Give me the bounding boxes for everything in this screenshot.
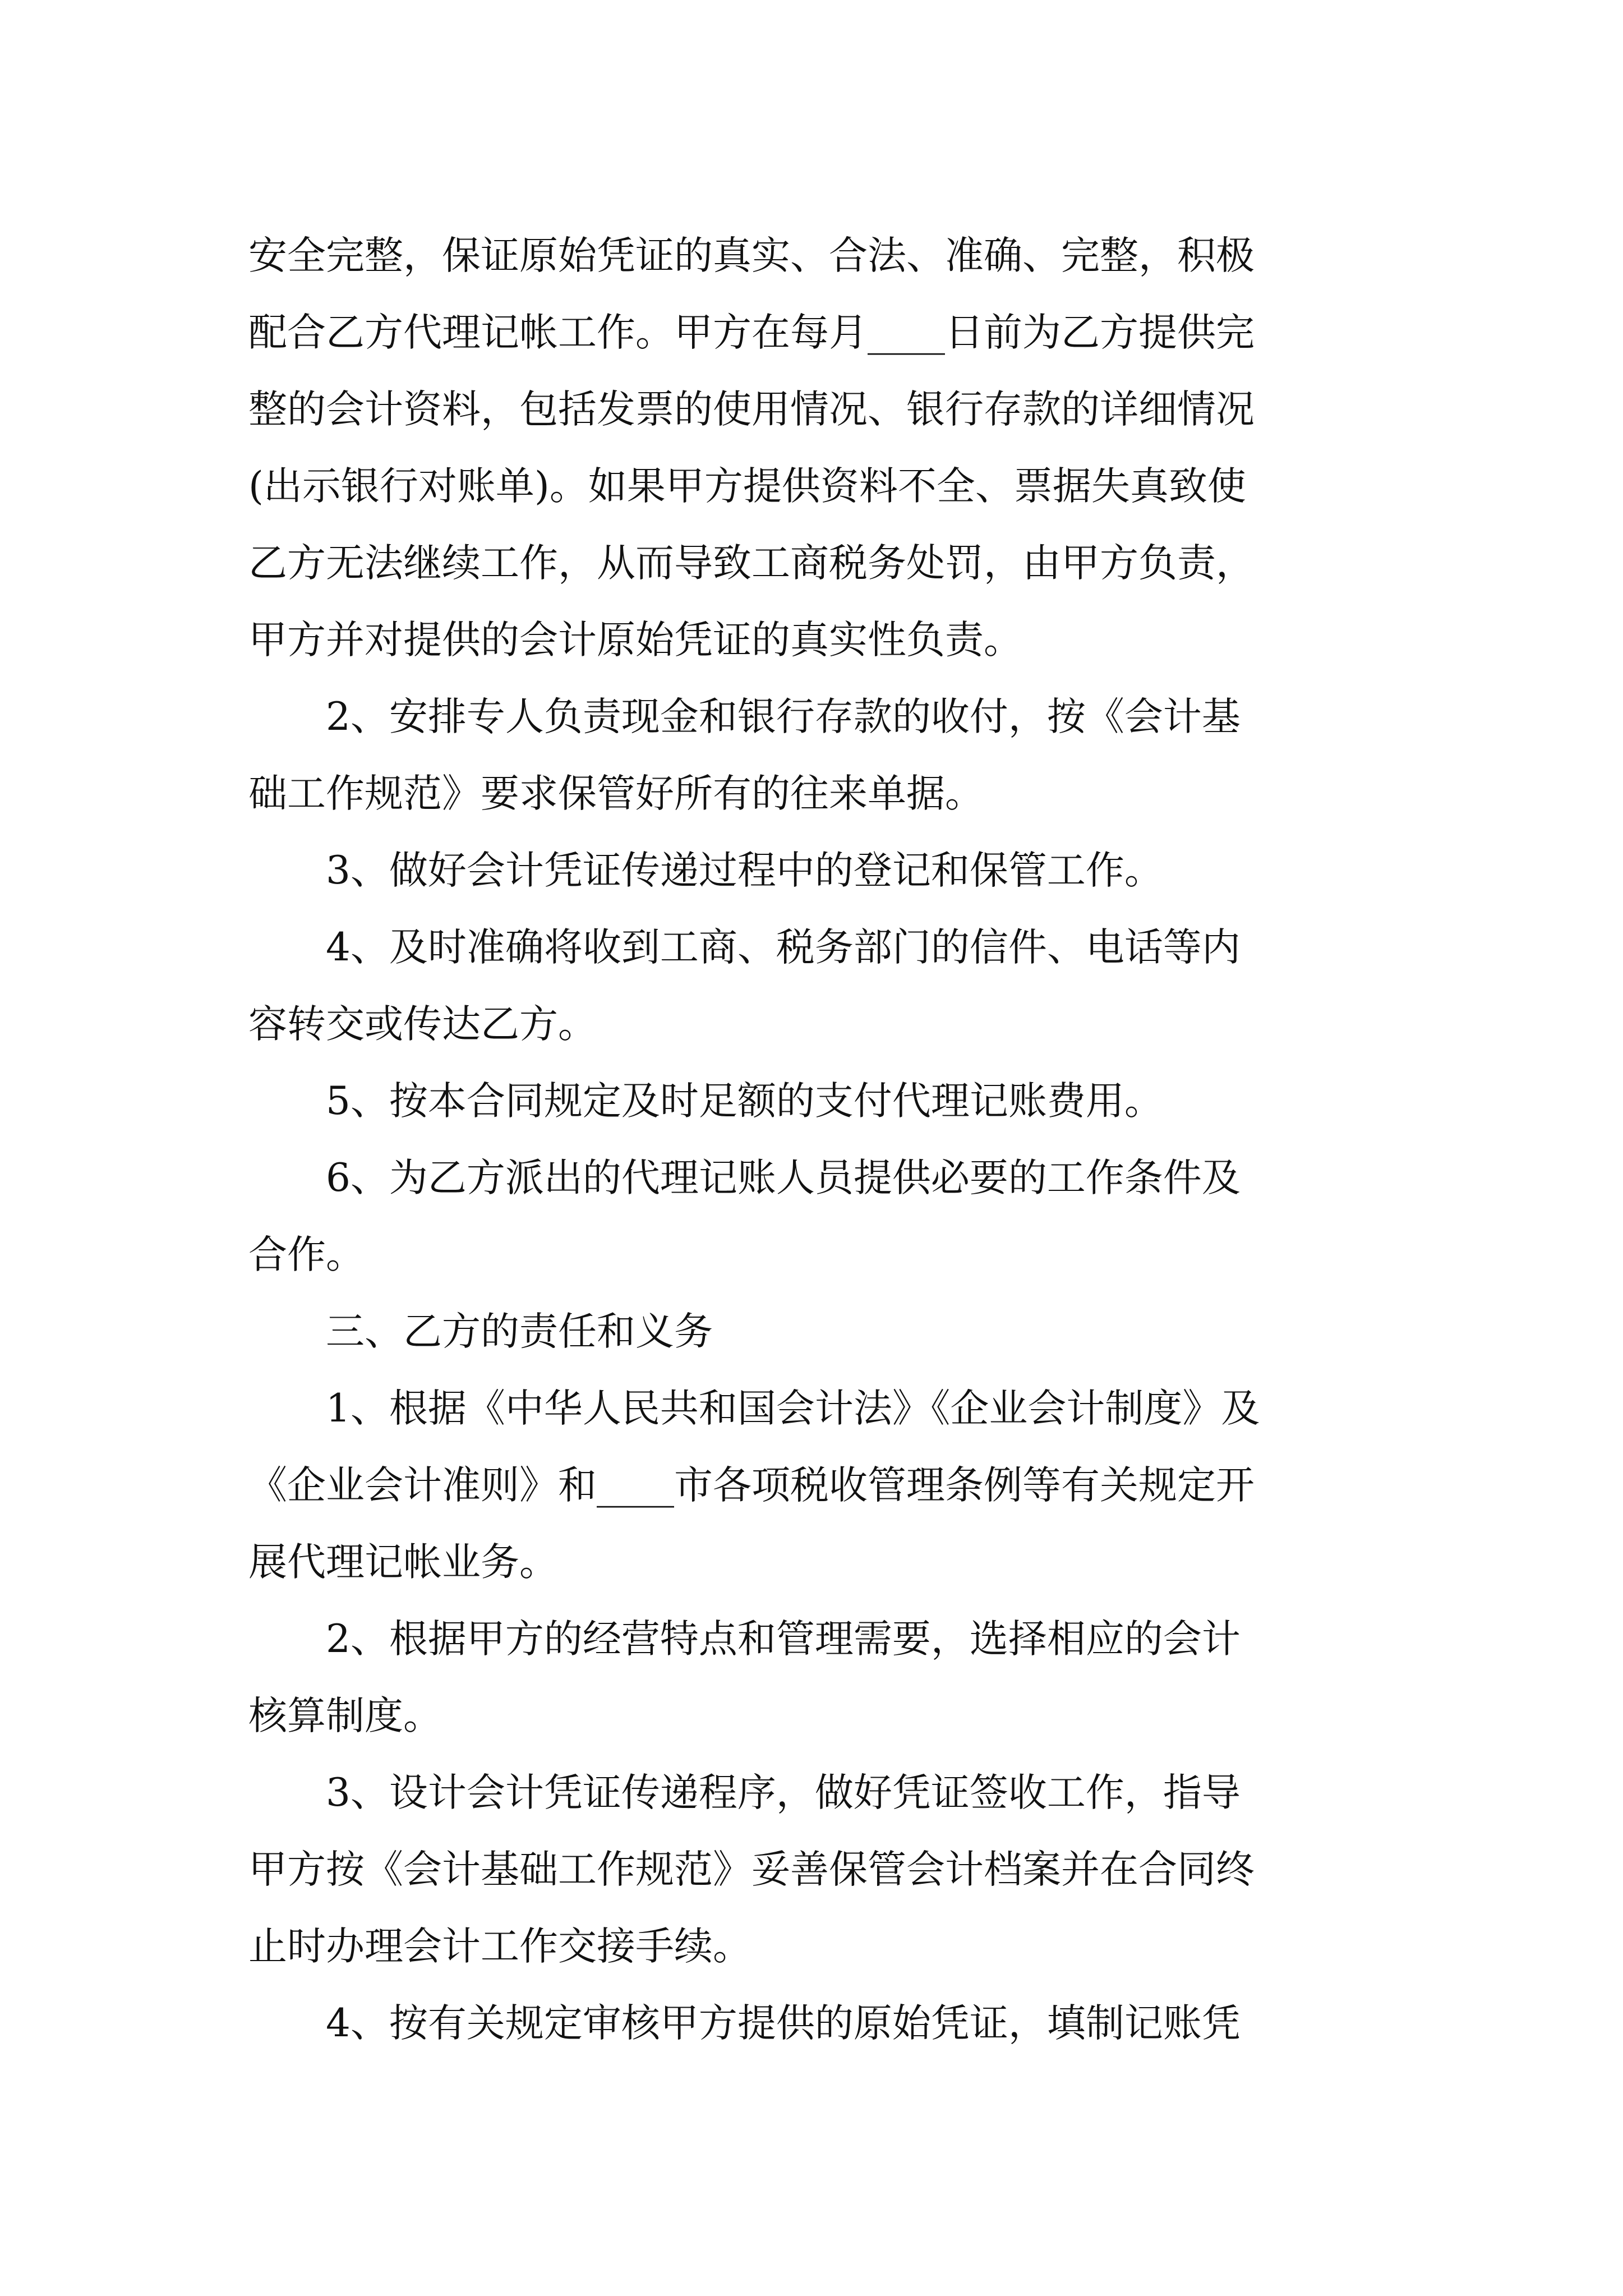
text-line: 甲方按《会计基础工作规范》妥善保管会计档案并在合同终: [248, 1847, 1255, 1892]
text-line: 1、根据《中华人民共和国会计法》《企业会计制度》及: [326, 1386, 1260, 1431]
text-line: 4、按有关规定审核甲方提供的原始凭证，填制记账凭: [326, 2001, 1241, 2046]
text-line: 5、按本合同规定及时足额的支付代理记账费用。: [326, 1079, 1163, 1124]
text-line: 4、及时准确将收到工商、税务部门的信件、电话等内: [326, 925, 1241, 970]
text-line: (出示银行对账单)。如果甲方提供资料不全、票据失真致使: [248, 464, 1246, 509]
text-line: 2、安排专人负责现金和银行存款的收付，按《会计基: [326, 694, 1241, 739]
text-line: 2、根据甲方的经营特点和管理需要，选择相应的会计: [326, 1617, 1241, 1662]
text-line: 6、为乙方派出的代理记账人员提供必要的工作条件及: [326, 1156, 1241, 1200]
text-line: 容转交或传达乙方。: [248, 1002, 597, 1047]
text-line: 整的会计资料，包括发票的使用情况、银行存款的详细情况: [248, 387, 1255, 432]
text-line: 乙方无法继续工作，从而导致工商税务处罚，由甲方负责，: [248, 541, 1255, 586]
text-line: 础工作规范》要求保管好所有的往来单据。: [248, 771, 984, 816]
text-line: 甲方并对提供的会计原始凭证的真实性负责。: [248, 618, 1022, 662]
text-line: 安全完整，保证原始凭证的真实、合法、准确、完整，积极: [248, 233, 1255, 278]
text-line: 《企业会计准则》和____市各项税收管理条例等有关规定开: [248, 1463, 1255, 1508]
text-line: 展代理记帐业务。: [248, 1540, 558, 1585]
text-line: 3、做好会计凭证传递过程中的登记和保管工作。: [326, 848, 1163, 893]
text-line: 配合乙方代理记帐工作。甲方在每月____日前为乙方提供完: [248, 310, 1255, 355]
text-line: 合作。: [248, 1232, 365, 1277]
text-line: 核算制度。: [248, 1694, 442, 1738]
document-body: [248, 218, 1398, 2062]
text-line: 止时办理会计工作交接手续。: [248, 1924, 751, 1969]
section-heading: 三、乙方的责任和义务: [326, 1309, 713, 1354]
text-line: 3、设计会计凭证传递程序，做好凭证签收工作，指导: [326, 1770, 1241, 1815]
